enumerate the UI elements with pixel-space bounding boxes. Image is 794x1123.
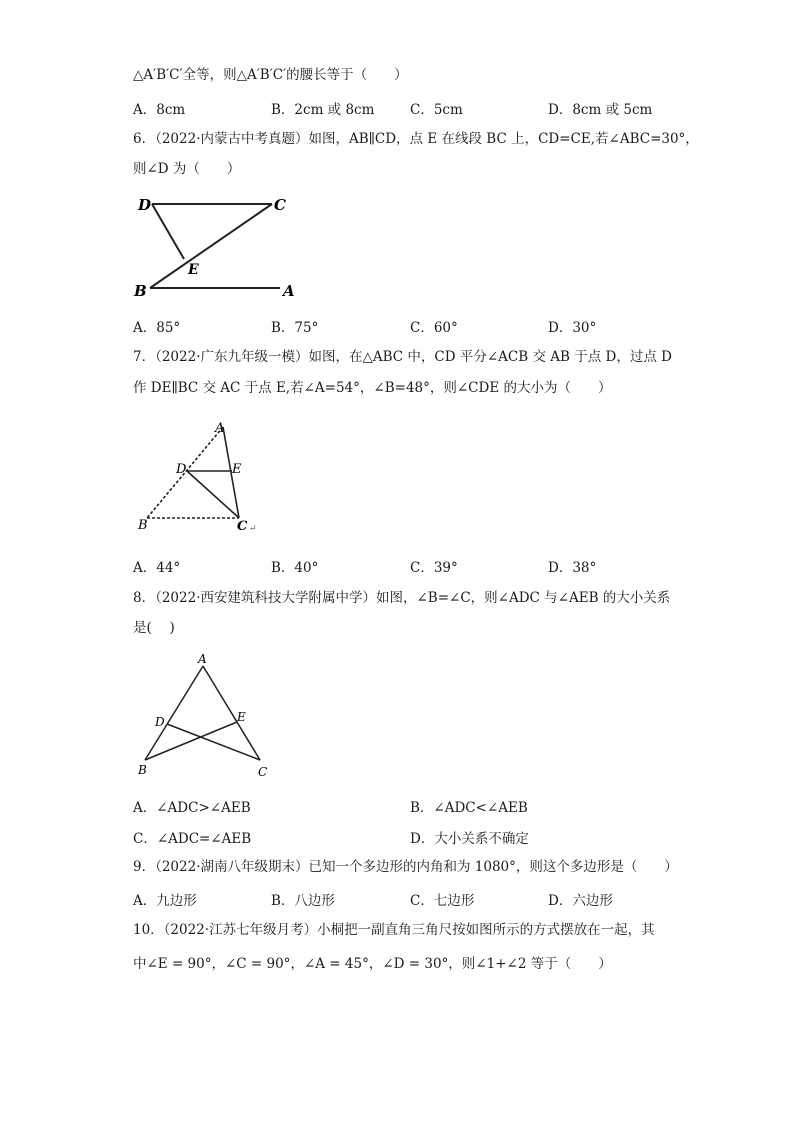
q8-figure (133, 650, 278, 786)
q6-label-c: C (274, 196, 286, 214)
q7-label-a: A (215, 421, 225, 436)
q6-figure (130, 190, 305, 306)
q6-label-b: B (134, 282, 147, 300)
q8-stem-line2: 是( ) (133, 620, 175, 636)
q8-options-row2 (133, 827, 653, 845)
q6-label-d: D (138, 196, 152, 214)
q8-stem-line1: 8．（2022·西安建筑科技大学附属中学）如图，∠B=∠C，则∠ADC 与∠AEB 的大小关系 (133, 590, 671, 606)
q8-label-e: E (237, 710, 246, 724)
q5-option-c: C．5cm (410, 102, 463, 118)
q9-option-c: C．七边形 (410, 893, 475, 909)
q6-option-b: B．75° (271, 320, 319, 336)
q8-options-row1 (133, 796, 653, 814)
q6-option-c: C．60° (410, 320, 458, 336)
q9-option-d: D．六边形 (548, 893, 613, 909)
paragraph-mark-icon: ↵ (249, 524, 257, 534)
q6-option-d: D．30° (548, 320, 597, 336)
q7-option-b: B．40° (271, 560, 319, 576)
q6-stem-line1: 6．（2022·内蒙古中考真题）如图，AB∥CD，点 E 在线段 BC 上，CD=CE,若∠ABC=30°， (133, 131, 699, 147)
q5-option-b: B．2cm 或 8cm (271, 102, 375, 118)
q9-option-a: A．九边形 (133, 893, 197, 909)
q8-option-a: A．∠ADC>∠AEB (133, 800, 251, 816)
q8-label-d: D (155, 715, 165, 729)
q6-stem-line2: 则∠D 为（ ） (133, 161, 241, 177)
q8-option-c: C．∠ADC=∠AEB (133, 831, 252, 847)
q8-label-a: A (198, 652, 207, 666)
q7-figure (133, 415, 263, 544)
q9-option-b: B．八边形 (271, 893, 335, 909)
q8-option-b: B．∠ADC<∠AEB (410, 800, 528, 816)
q6-options (133, 316, 653, 334)
q7-option-d: D．38° (548, 560, 597, 576)
q8-option-d: D．大小关系不确定 (410, 831, 529, 847)
q5-options (133, 98, 653, 116)
q10-stem-line2: 中∠E = 90°，∠C = 90°，∠A = 45°，∠D = 30°，则∠1+∠2 等于（ ） (133, 956, 612, 972)
q10-stem-line1: 10．（2022·江苏七年级月考）小桐把一副直角三角尺按如图所示的方式摆放在一起，其 (133, 922, 655, 938)
q8-label-c: C (258, 765, 268, 779)
q7-option-c: C．39° (410, 560, 458, 576)
q5-stem-tail: △A′B′C′全等，则△A′B′C′的腰长等于（ ） (133, 67, 408, 83)
q5-option-a: A．8cm (133, 102, 186, 118)
q7-label-d: D (176, 462, 187, 477)
q5-option-d: D．8cm 或 5cm (548, 102, 653, 118)
q7-label-c: C (237, 519, 248, 534)
q7-options (133, 556, 653, 574)
q9-stem-line1: 9．（2022·湖南八年级期末）已知一个多边形的内角和为 1080°，则这个多边形是（ ） (133, 859, 678, 875)
q7-option-a: A．44° (133, 560, 181, 576)
q6-label-e: E (188, 262, 199, 278)
q7-stem-line1: 7．（2022·广东九年级一模）如图，在△ABC 中，CD 平分∠ACB 交 AB 于点 D，过点 D (133, 349, 672, 365)
q9-options (133, 889, 653, 907)
q8-label-b: B (138, 763, 147, 777)
q7-label-e: E (232, 462, 242, 477)
q6-label-a: A (283, 282, 295, 300)
q7-stem-line2: 作 DE∥BC 交 AC 于点 E,若∠A=54°，∠B=48°，则∠CDE 的大小为（ ） (133, 380, 612, 396)
q7-label-b: B (138, 518, 148, 533)
q6-option-a: A．85° (133, 320, 181, 336)
